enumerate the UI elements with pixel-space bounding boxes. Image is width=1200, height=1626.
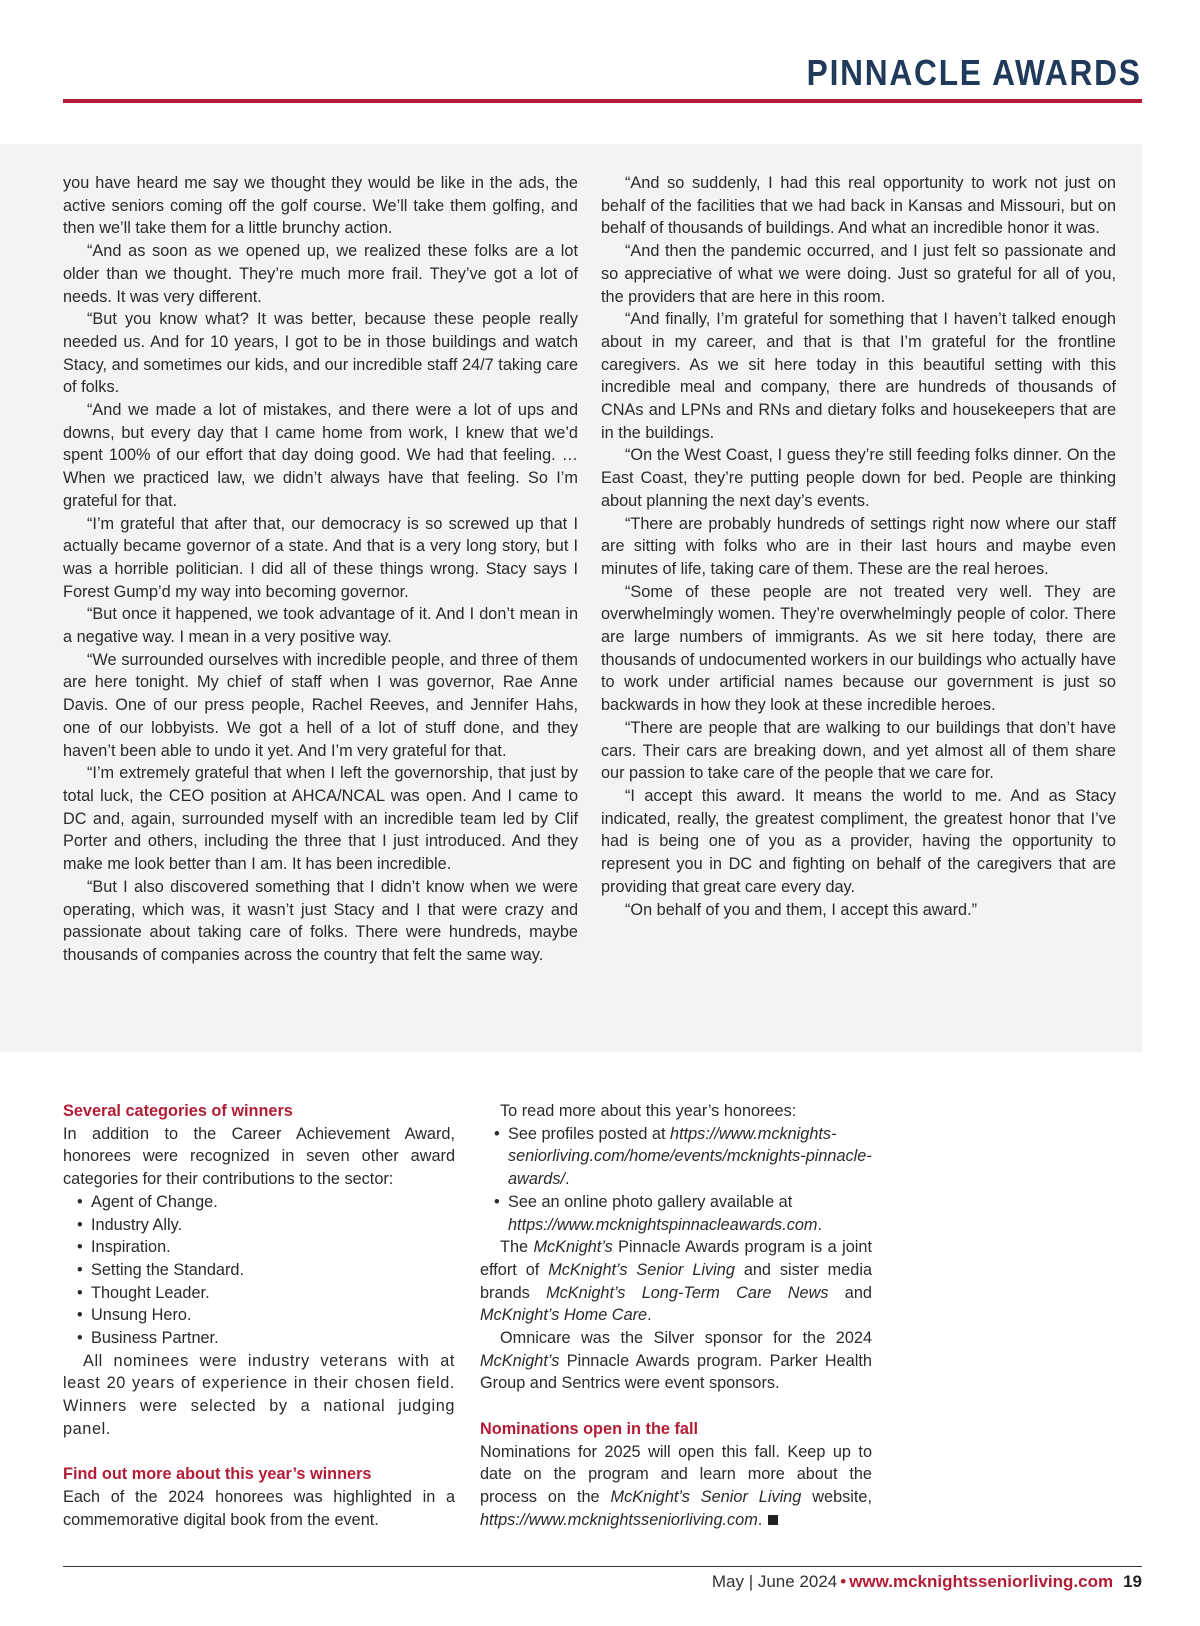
text-span: Omnicare was the Silver sponsor for the 2024 <box>500 1329 872 1348</box>
list-item: • Agent of Change. <box>77 1191 455 1214</box>
gallery-text: See an online photo gallery available at <box>508 1192 793 1211</box>
article-column-right <box>601 172 1116 921</box>
categories-list <box>63 1191 455 1350</box>
profiles-link[interactable]: https://www.mcknightsseniorliving.com/home/events/mcknights-pinnacle-awards/ <box>508 1124 872 1189</box>
program-text: The McKnight’s Pinnacle Awards program is a joint effort of McKnight’s Senior Living and sister media brands McKnight’s Long-Term Care News and McKnight’s Home Care. <box>480 1238 873 1325</box>
website-link[interactable]: https://www.mcknightsseniorliving.com <box>480 1510 758 1529</box>
text-span: and sister media brands <box>480 1260 873 1302</box>
publication-name: McKnight’s <box>533 1238 613 1257</box>
paragraph: “And we made a lot of mistakes, and there were a lot of ups and downs, but every day that I came home from work, I knew that we’d spent 100% of our effort that day doing good. We had that feeling. …When we practiced law, we didn’t always have that feeling. So I’m grateful for that. <box>63 401 578 510</box>
paragraph: “I’m extremely grateful that when I left the governorship, that just by total luck, the CEO position at AHCA/NCAL was open. And I came to DC and, again, surrounded myself with an incredible team led by Clif Porter and others, including the three that I just introduced. And they make me look better than I am. It has been incredible. <box>63 764 578 874</box>
publication-name: McKnight’s <box>480 1351 560 1370</box>
paragraph: “There are people that are walking to our buildings that don’t have cars. Their cars are breaking down, and yet almost all of them share our passion to take care of the people that we care for. <box>601 718 1116 783</box>
sidebar-column-left <box>63 1100 455 1531</box>
paragraph: “And finally, I’m grateful for something that I haven’t talked enough about in my career, and that is that I’m grateful for the frontline caregivers. As we sit here today in this beautiful setting with this incredible meal and company, there are hundreds of thousands of CNAs and LPNs and RNs and dietary folks and housekeepers that are in the buildings. <box>601 310 1116 442</box>
text-span: Nominations for 2025 will open this fall. Keep up to date on the program and learn more about the process on the <box>480 1442 872 1506</box>
list-item: • See an online photo gallery available at https://www.mcknightspinnacleawards.com. <box>494 1191 872 1236</box>
text-span: Pinnacle Awards program. Parker Health Group and Sentrics were event sponsors. <box>480 1351 872 1393</box>
footer <box>712 1572 1142 1592</box>
issue-date: May | June 2024 <box>711 1572 838 1591</box>
gallery-link[interactable]: https://www.mcknightspinnacleawards.com <box>508 1215 818 1234</box>
nominations-text: Nominations for 2025 will open this fall. Keep up to date on the program and learn more about the process on the McKnight’s Senior Living website, https://www.mcknightsseniorliving.com. <box>480 1442 872 1529</box>
sponsor-text <box>480 1327 872 1395</box>
paragraph: “There are probably hundreds of settings right now where our staff are sitting with folks who are in their last hours and maybe even minutes of life, taking care of them. These are the real heroes. <box>601 514 1116 578</box>
read-more-text: To read more about this year’s honorees: <box>500 1102 797 1120</box>
list-item: • Industry Ally. <box>77 1214 455 1237</box>
text-span: Pinnacle Awards program is a joint effort of <box>480 1238 872 1279</box>
publication-name: McKnight’s Senior Living <box>548 1260 735 1279</box>
footer-separator: • <box>840 1572 847 1591</box>
paragraph: you have heard me say we thought they would be like in the ads, the active seniors coming off the golf course. We’ll take them golfing, and then we’ll take them for a little brunchy action. <box>63 174 578 238</box>
paragraph: “I’m grateful that after that, our democracy is so screwed up that I actually became governor of a state. And that is a very long story, but I was a horrible politician. I did all of these things wrong. Stacy says I Forest Gump’d my way into becoming governor. <box>63 514 578 601</box>
end-mark-icon <box>768 1515 778 1525</box>
publication-name: McKnight’s Long-Term Care News <box>546 1283 829 1302</box>
page-number: 19 <box>1123 1572 1142 1591</box>
paragraph: “We surrounded ourselves with incredible people, and three of them are here tonight. My chief of staff when I was governor, Rae Anne Davis. One of our press people, Rachel Reeves, and Jennifer Hahs, one of our lobbyists. We got a hell of a lot of stuff done, and they haven’t been able to undo it yet. And I’m very grateful for that. <box>63 650 578 760</box>
list-item: • Unsung Hero. <box>77 1304 455 1327</box>
list-item: • See profiles posted at https://www.mcknightsseniorliving.com/home/events/mcknights-pinnacle-awards/. <box>494 1123 872 1191</box>
footer-website-link[interactable]: www.mcknightsseniorliving.com <box>849 1572 1114 1591</box>
list-item: • Setting the Standard. <box>77 1259 455 1282</box>
paragraph: “Some of these people are not treated very well. They are overwhelmingly women. They’re overwhelmingly people of color. There are large numbers of immigrants. As we sit here today, there are thousands of undocumented workers in our buildings who actually have to work under artificial names because our government is just so backwards in how they look at these incredible heroes. <box>601 582 1116 715</box>
nominations-heading: Nominations open in the fall <box>480 1419 698 1438</box>
paragraph: “And as soon as we opened up, we realized these folks are a lot older than we thought. They’re much more frail. They’ve got a lot of needs. It was very different. <box>63 242 578 306</box>
section-title: PINNACLE AWARDS <box>806 52 1142 93</box>
footer-rule <box>63 1566 1142 1567</box>
list-item: • Business Partner. <box>77 1327 455 1350</box>
paragraph: “On behalf of you and them, I accept this award.” <box>625 900 978 919</box>
categories-intro: In addition to the Career Achievement Award, honorees were recognized in seven other award categories for their contributions to the sector: <box>63 1124 455 1189</box>
findout-heading: Find out more about this year’s winners <box>63 1465 372 1484</box>
publication-name: McKnight’s Home Care <box>480 1306 648 1325</box>
text-span: website, <box>801 1487 872 1506</box>
paragraph: “But you know what? It was better, because these people really needed us. And for 10 years, I got to be in those buildings and watch Stacy, and sometimes our kids, and our incredible staff 24/7 taking care of folks. <box>63 310 578 397</box>
nominees-text: All nominees were industry veterans with at least 20 years of experience in their chosen field. Winners were selected by a national judging panel. <box>63 1351 455 1438</box>
links-list <box>480 1123 872 1237</box>
list-item: • Thought Leader. <box>77 1282 455 1305</box>
article-column-left <box>63 172 578 967</box>
text-span: The <box>500 1238 534 1257</box>
text-span: and <box>828 1283 872 1302</box>
findout-text: Each of the 2024 honorees was highlighted in a commemorative digital book from the event. <box>63 1487 455 1529</box>
paragraph: “I accept this award. It means the world to me. And as Stacy indicated, really, the greatest compliment, the greatest honor that I’ve had is being one of you as a provider, having the opportunity to represent you in DC and fighting on behalf of the caregivers that are providing that great care every day. <box>601 786 1116 896</box>
paragraph: “But I also discovered something that I didn’t know when we were operating, which was, it wasn’t just Stacy and I that were crazy and passionate about taking care of folks. There were hundreds, maybe thousands of companies across the country that felt the same way. <box>63 877 578 964</box>
paragraph: “And so suddenly, I had this real opportunity to work not just on behalf of the facilities that we had back in Kansas and Missouri, but on behalf of thousands of buildings. And what an incredible honor it was. <box>601 174 1116 238</box>
profiles-text: See profiles posted at <box>508 1124 671 1143</box>
list-item: • Inspiration. <box>77 1236 455 1259</box>
sidebar-column-right <box>480 1100 872 1531</box>
header-rule <box>63 99 1142 103</box>
paragraph: “On the West Coast, I guess they’re still feeding folks dinner. On the East Coast, they’re putting people down for bed. People are thinking about planning the next day’s events. <box>601 446 1116 510</box>
categories-heading: Several categories of winners <box>63 1102 293 1120</box>
publication-name: McKnight’s Senior Living <box>610 1487 802 1506</box>
paragraph: “But once it happened, we took advantage of it. And I don’t mean in a negative way. I mean in a very positive way. <box>63 605 578 647</box>
paragraph: “And then the pandemic occurred, and I just felt so passionate and so appreciative of what we were doing. Just so grateful for all of you, the providers that are here in this room. <box>601 242 1116 306</box>
